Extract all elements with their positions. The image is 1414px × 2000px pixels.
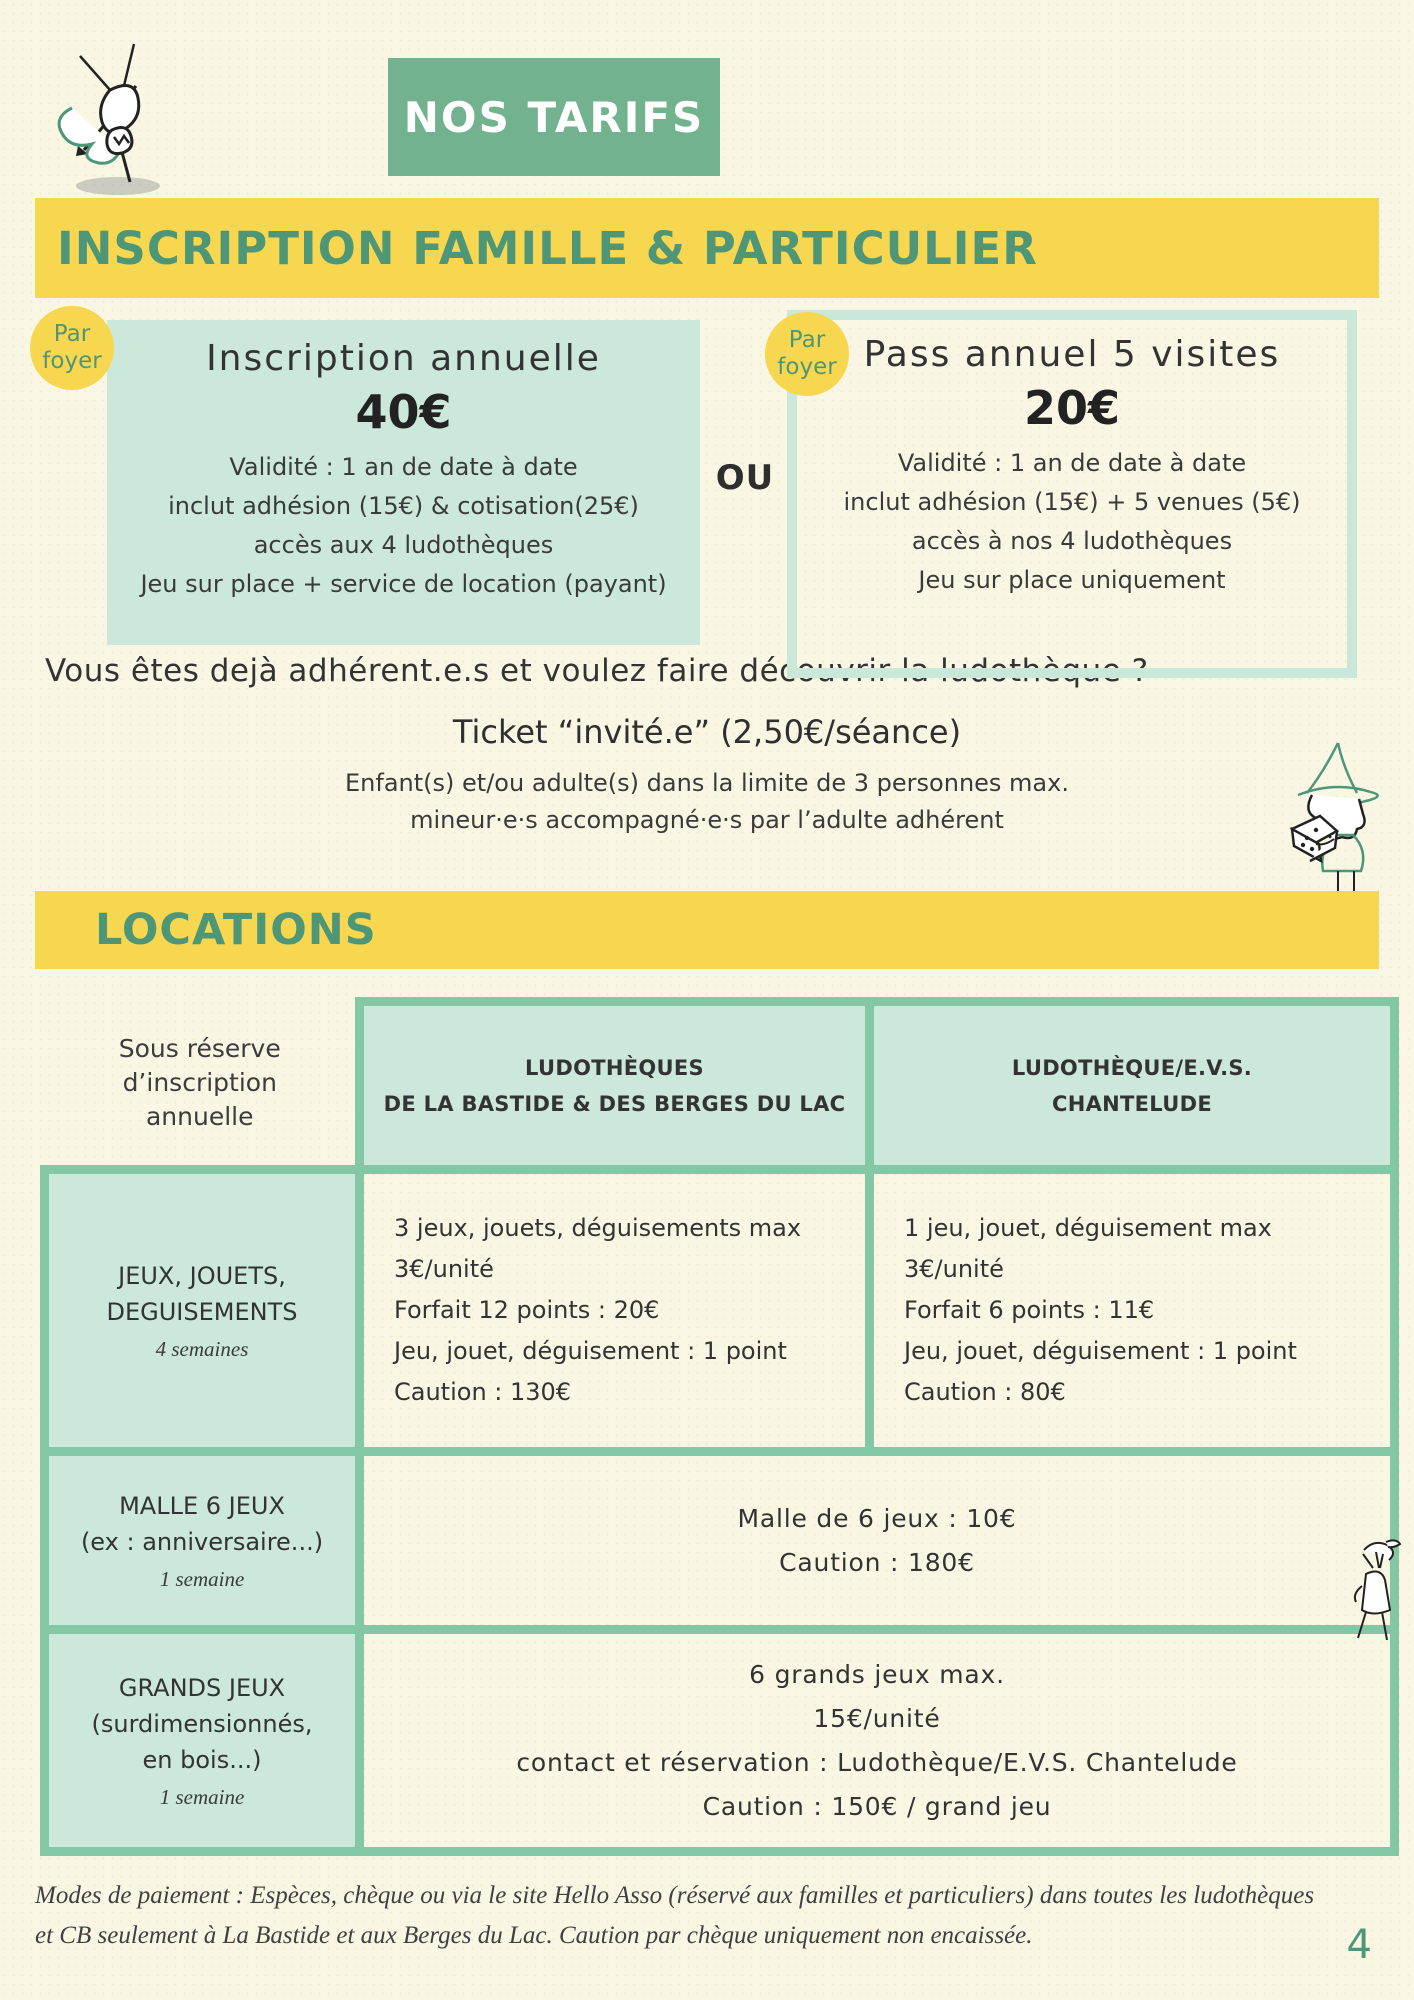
corner-note-line: d’inscription [122, 1068, 277, 1098]
cell-line: Jeu, jouet, déguisement : 1 point [904, 1337, 1297, 1365]
offer-price: 40€ [355, 385, 452, 439]
annual-subscription-card [42, 320, 700, 645]
page-title-box [388, 58, 720, 176]
cell-line: 3€/unité [394, 1255, 494, 1283]
cell-line: Malle de 6 jeux : 10€ [737, 1503, 1017, 1533]
column-header-line: DE LA BASTIDE & DES BERGES DU LAC [383, 1091, 846, 1116]
row-label-grands-jeux [45, 1630, 360, 1852]
per-household-badge [30, 306, 114, 390]
column-header-line: LUDOTHÈQUE/E.V.S. [1011, 1055, 1253, 1080]
cell-bastide-berges-jeux [360, 1170, 870, 1452]
witch-with-die-mascot-illustration [1276, 733, 1410, 895]
table-row-malle [45, 1452, 1395, 1630]
cell-line: Jeu, jouet, déguisement : 1 point [394, 1337, 787, 1365]
offer-detail-line: accès aux 4 ludothèques [253, 531, 554, 559]
cell-grands-jeux-all-locations [360, 1630, 1395, 1852]
row-label-line: DEGUISEMENTS [106, 1297, 298, 1326]
offer-detail-line: Validité : 1 an de date à date [897, 449, 1247, 477]
payment-methods-note [35, 1876, 1414, 1956]
cell-line: Caution : 130€ [394, 1378, 572, 1406]
cell-line: Forfait 12 points : 20€ [394, 1296, 660, 1324]
locations-section-heading: LOCATIONS [95, 905, 377, 955]
row-duration: 1 semaine [159, 1784, 245, 1809]
offer-detail-line: Jeu sur place uniquement [918, 566, 1226, 594]
guest-note: Enfant(s) et/ou adulte(s) dans la limite de 3 personnes max. [345, 769, 1069, 797]
offer-detail-line: Validité : 1 an de date à date [229, 453, 578, 481]
page-header [0, 0, 1414, 198]
offer-detail-line: Jeu sur place + service de location (payant) [140, 570, 667, 598]
row-label-line: (ex : anniversaire...) [80, 1527, 324, 1556]
row-label-line: en bois...) [142, 1745, 262, 1774]
column-header-bastide-berges [360, 1002, 870, 1170]
row-label-line: MALLE 6 JEUX [119, 1491, 285, 1520]
or-separator: OU [715, 458, 775, 498]
table-corner-note [45, 1002, 360, 1170]
row-duration: 1 semaine [159, 1566, 245, 1591]
badge-line: Par [788, 327, 826, 353]
payment-note-line: et CB seulement à La Bastide et aux Berges du Lac. Caution par chèque uniquement non encaissée. [35, 1922, 1033, 1949]
knight-mascot-illustration [1336, 1534, 1408, 1650]
row-label-line: JEUX, JOUETS, [118, 1261, 286, 1290]
payment-note-line: Modes de paiement : Espèces, chèque ou via le site Hello Asso (réservé aux familles et particuliers) dans toutes les ludothèques [35, 1882, 1315, 1909]
cell-line: contact et réservation : Ludothèque/E.V.S. Chantelude [516, 1747, 1238, 1777]
annual-pass-card [777, 310, 1357, 678]
inscription-section-heading: INSCRIPTION FAMILLE & PARTICULIER [57, 221, 1038, 275]
row-label-line: GRANDS JEUX [118, 1673, 286, 1702]
row-label-jeux-jouets [45, 1170, 360, 1452]
row-duration: 4 semaines [155, 1336, 249, 1361]
grasshopper-icon [38, 30, 188, 200]
locations-section-banner [35, 891, 1379, 969]
inscription-section-banner [35, 198, 1379, 298]
table-header-row [45, 1002, 1395, 1170]
offer-detail-line: accès à nos 4 ludothèques [911, 527, 1233, 555]
witch-icon [1276, 733, 1410, 891]
page-number: 4 [1346, 1922, 1372, 1968]
cell-line: Forfait 6 points : 11€ [904, 1296, 1155, 1324]
cell-line: 3 jeux, jouets, déguisements max [394, 1214, 802, 1242]
badge-line: Par [53, 321, 91, 347]
offer-detail-line: inclut adhésion (15€) + 5 venues (5€) [843, 488, 1301, 516]
offer-price: 20€ [1023, 381, 1121, 435]
offer-title: Pass annuel 5 visites [863, 334, 1281, 375]
cell-chantelude-jeux [870, 1170, 1395, 1452]
column-header-chantelude [870, 1002, 1395, 1170]
badge-line: foyer [42, 348, 102, 374]
locations-table [40, 997, 1399, 1856]
corner-note-line: Sous réserve [118, 1034, 281, 1064]
table-row-grands-jeux [45, 1630, 1395, 1852]
cell-line: Caution : 150€ / grand jeu [702, 1791, 1052, 1821]
offer-title: Inscription annuelle [206, 338, 601, 379]
column-header-line: CHANTELUDE [1052, 1091, 1212, 1116]
badge-line: foyer [777, 354, 837, 380]
per-household-badge [765, 312, 849, 396]
knight-icon [1336, 1534, 1408, 1646]
guest-note: mineur·e·s accompagné·e·s par l’adulte adhérent [410, 806, 1004, 834]
row-label-malle [45, 1452, 360, 1630]
cell-line: Caution : 80€ [904, 1378, 1066, 1406]
locations-table-wrap [40, 997, 1414, 1856]
table-row-jeux-jouets [45, 1170, 1395, 1452]
cell-line: 15€/unité [813, 1703, 941, 1733]
inscription-offers [0, 298, 1414, 643]
column-header-line: LUDOTHÈQUES [525, 1055, 704, 1080]
offer-detail-line: inclut adhésion (15€) & cotisation(25€) [168, 492, 639, 520]
guest-question-text: Vous êtes dejà adhérent.e.s et voulez faire découvrir la ludothèque ? [45, 653, 1149, 689]
grasshopper-mascot-illustration [38, 30, 188, 204]
guest-ticket-price: Ticket “invité.e” (2,50€/séance) [452, 713, 962, 751]
cell-malle-all-locations [360, 1452, 1395, 1630]
cell-line: 3€/unité [904, 1255, 1004, 1283]
row-label-line: (surdimensionnés, [91, 1709, 313, 1738]
corner-note-line: annuelle [145, 1102, 254, 1132]
cell-line: 6 grands jeux max. [749, 1659, 1005, 1689]
cell-line: 1 jeu, jouet, déguisement max [904, 1214, 1272, 1242]
cell-line: Caution : 180€ [779, 1547, 975, 1577]
page-title: NOS TARIFS [403, 92, 705, 142]
